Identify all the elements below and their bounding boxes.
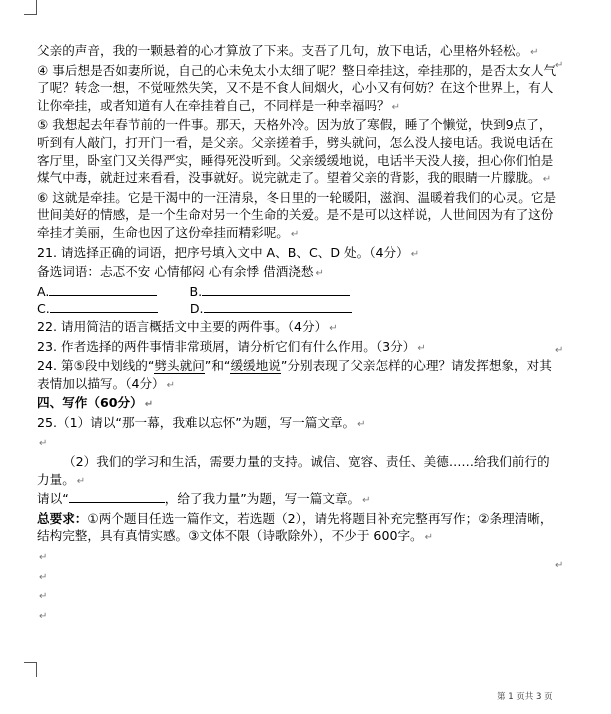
paragraph-5: ⑤ 我想起去年春节前的一件事。那天，天格外冷。因为放了寒假，睡了个懒觉，快到9点了，听到有人敲门，打开门一看，是父亲。父亲搓着手，劈头就问，怎么没人接电话。我说电话在客厅里，卧室门又关得严实，睡得死没听到。父亲缓缓地说，电话半天没人接，担心你们怕是煤气中毒，就赶过来看看，没事就好。说完就走了。望着父亲的背影，我的眼睛一片朦胧。 ↵ (37, 117, 554, 186)
paragraph-mark: ↵ (39, 552, 48, 564)
margin-paragraph-mark: ↵ (555, 345, 564, 356)
paragraph-mark: ↵ (315, 268, 324, 280)
question-22: 22. 请用简洁的语言概括文中主要的两件事。（4分） ↵ (37, 318, 338, 334)
paragraph-mark: ↵ (391, 101, 401, 113)
question-24: 24. 第⑤段中划线的“劈头就问”和“缓缓地说”分别表现了父亲怎样的心理？请发挥想象，对其表情加以描写。（4分） ↵ (37, 358, 552, 391)
blank-a[interactable] (49, 283, 157, 296)
paragraph-mark: ↵ (329, 322, 338, 334)
blank-d[interactable] (204, 300, 352, 313)
paragraph-mark: ↵ (39, 591, 48, 603)
paragraph-mark: ↵ (290, 228, 300, 240)
question-21-blanks-ab: A. B. (37, 283, 557, 301)
question-21-options: 备选词语：忐忑不安 心情郁闷 心有余悸 借酒浇愁 ↵ (37, 264, 324, 280)
blank-c[interactable] (50, 300, 158, 313)
paragraph-mark: ↵ (39, 610, 48, 622)
question-21: 21. 请选择正确的词语，把序号填入文中 A、B、C、D 处。（4分） ↵ (37, 244, 420, 260)
margin-paragraph-mark: ↵ (555, 60, 564, 71)
overall-requirements: 总要求：①两个题目任选一篇作文，若选题（2），请先将题目补充完整再写作；②条理清晰，结构完整，具有真情实感。③文体不限（诗歌除外），不少于 600字。 ↵ (37, 510, 553, 544)
paragraph-6: ⑥ 这就是牵挂。它是干渴中的一汪清泉，冬日里的一轮暖阳，滋润、温暖着我们的心灵。它是世间美好的情感，是一个生命对另一个生命的关爱。是不是可以这样说，人世间因为有了这份牵挂才美丽，生命也因了这份牵挂而精彩呢。 ↵ (37, 189, 557, 240)
page-footer: 第 1 页共 3 页 (497, 692, 553, 702)
title-blank[interactable] (69, 490, 165, 503)
underlined-phrase-2: 缓缓地说 (230, 358, 281, 374)
paragraph-mark: ↵ (542, 174, 552, 186)
paragraph-mark: ↵ (424, 532, 434, 544)
paragraph-mark: ↵ (39, 438, 48, 450)
question-25-3: 请以“ ，给了我力量”为题，写一篇文章。 ↵ (37, 491, 371, 507)
paragraph-3-end: 父亲的声音，我的一颗悬着的心才算放了下来。支吾了几句，放下电话，心里格外轻松。 ↵ (37, 43, 539, 58)
question-25-1: 25.（1）请以“那一幕，我难以忘怀”为题，写一篇文章。 ↵ (37, 414, 366, 430)
empty-line (37, 567, 557, 587)
paragraph-mark: ↵ (76, 475, 86, 487)
paragraph-mark: ↵ (39, 571, 48, 583)
corner-mark-bottom (24, 662, 37, 677)
blank-b[interactable] (202, 283, 350, 296)
paragraph-mark: ↵ (530, 47, 539, 58)
corner-mark-top (24, 0, 37, 15)
empty-line (37, 547, 557, 567)
empty-line (37, 586, 557, 606)
question-23: 23. 作者选择的两件事情非常琐屑，请分析它们有什么作用。（3分） ↵ (37, 338, 426, 354)
section-writing-heading: 四、写作（60分） ↵ (37, 395, 154, 411)
paragraph-mark: ↵ (166, 379, 176, 391)
paragraph-mark: ↵ (144, 399, 154, 411)
document-body (37, 42, 557, 625)
question-25-2: （2）我们的学习和生活，需要力量的支持。诚信、宽容、责任、美德……给我们前行的力量。 ↵ (37, 454, 550, 487)
paragraph-mark: ↵ (362, 495, 371, 507)
margin-paragraph-mark: ↵ (555, 560, 564, 571)
underlined-phrase-1: 劈头就问 (154, 358, 205, 374)
paragraph-4: ④ 事后想是否如妻所说，自己的心未免太小太细了呢？整日牵挂这，牵挂那的，是否太女人气了呢？转念一想，不觉哑然失笑，又不是不食人间烟火，心小又有何妨？在这个世界上，有人让你牵挂，或者知道有人在牵挂着自己，不同样是一种幸福吗？ ↵ (37, 62, 557, 113)
empty-line (37, 433, 557, 453)
paragraph-mark: ↵ (417, 342, 426, 354)
question-21-blanks-cd: C. D. (37, 300, 557, 318)
empty-line (37, 606, 557, 626)
paragraph-mark: ↵ (357, 418, 366, 430)
paragraph-mark: ↵ (410, 248, 420, 260)
